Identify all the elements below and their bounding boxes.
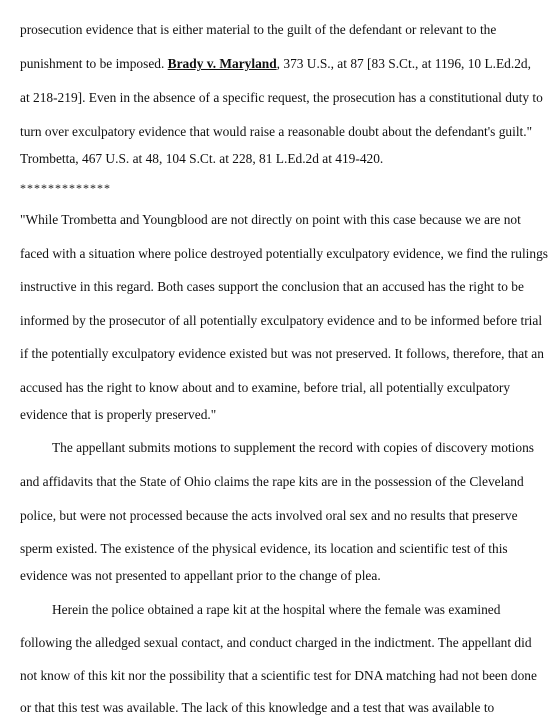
text-line: or that this test was available. The lack of this knowledge and a test that was available to bbox=[20, 700, 495, 715]
paragraph-first-line: Herein the police obtained a rape kit at the hospital where the female was examined bbox=[52, 602, 501, 617]
text-line: police, but were not processed because the acts involved oral sex and no results that preserve bbox=[20, 508, 518, 523]
text-line: following the alledged sexual contact, and conduct charged in the indictment. The appellant did bbox=[20, 635, 532, 650]
text-line-with-citation bbox=[20, 56, 531, 72]
text-line: informed by the prosecutor of all potentially exculpatory evidence and to be informed before trial bbox=[20, 313, 543, 328]
section-separator: ************* bbox=[20, 181, 111, 195]
text-line: evidence that is properly preserved." bbox=[20, 407, 217, 422]
text-line: "While Trombetta and Youngblood are not directly on point with this case because we are not bbox=[20, 212, 521, 227]
text-line: sperm existed. The existence of the physical evidence, its location and scientific test of this bbox=[20, 541, 508, 556]
text-line: and affidavits that the State of Ohio claims the rape kits are in the possession of the Cleveland bbox=[20, 474, 524, 489]
paragraph-first-line: The appellant submits motions to supplement the record with copies of discovery motions bbox=[52, 440, 534, 455]
text-line: not know of this kit nor the possibility that a scientific test for DNA matching had not been done bbox=[20, 668, 537, 683]
text-line: instructive in this regard. Both cases support the conclusion that an accused has the right to be bbox=[20, 279, 524, 294]
text-line: evidence was not presented to appellant prior to the change of plea. bbox=[20, 568, 381, 583]
text-line: faced with a situation where police destroyed potentially exculpatory evidence, we find the rulings bbox=[20, 246, 549, 261]
text-line: turn over exculpatory evidence that would raise a reasonable doubt about the defendant's guilt." bbox=[20, 124, 533, 139]
case-citation: Brady v. Maryland bbox=[167, 56, 277, 71]
text-line: prosecution evidence that is either material to the guilt of the defendant or relevant to the bbox=[20, 22, 497, 37]
text-segment: , 373 U.S., at 87 [83 S.Ct., at 1196, 10 L.Ed.2d, bbox=[276, 56, 531, 71]
text-line: accused has the right to know about and to examine, before trial, all potentially exculpatory bbox=[20, 380, 511, 395]
text-line: at 218-219]. Even in the absence of a specific request, the prosecution has a constitutional duty to bbox=[20, 90, 543, 105]
text-line: Trombetta, 467 U.S. at 48, 104 S.Ct. at 228, 81 L.Ed.2d at 419-420. bbox=[20, 151, 384, 166]
text-line: if the potentially exculpatory evidence existed but was not preserved. It follows, therefore, that an bbox=[20, 346, 544, 361]
text-segment: punishment to be imposed. bbox=[20, 56, 168, 71]
